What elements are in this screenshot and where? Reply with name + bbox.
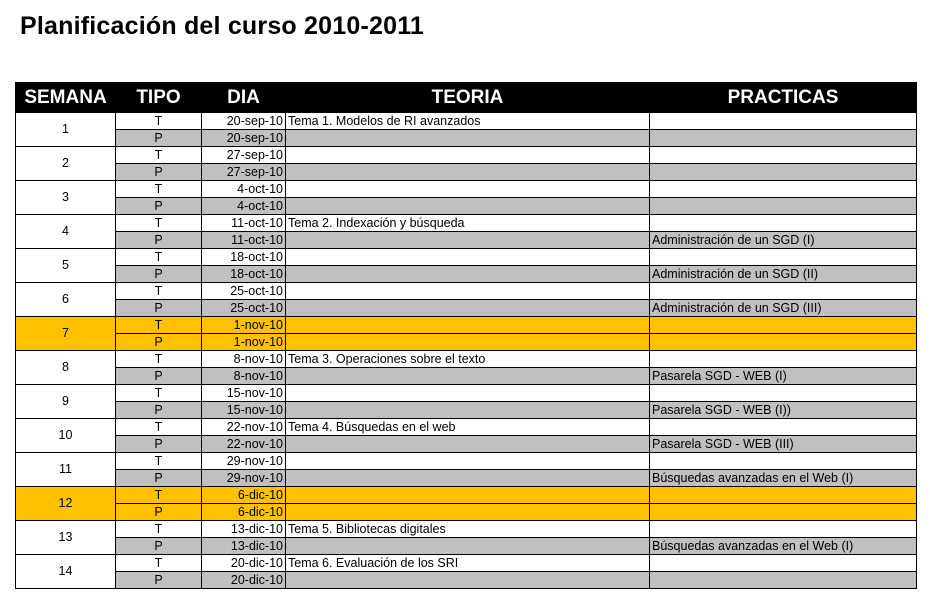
cell-teoria[interactable] — [286, 368, 650, 385]
schedule-table — [15, 82, 917, 589]
table-row — [16, 198, 917, 215]
cell-semana[interactable]: 4 — [16, 215, 116, 249]
cell-teoria[interactable] — [286, 249, 650, 266]
cell-practicas[interactable] — [650, 487, 917, 504]
cell-dia[interactable]: 27-sep-10 — [202, 147, 286, 164]
cell-semana[interactable]: 2 — [16, 147, 116, 181]
cell-tipo[interactable]: T — [116, 487, 202, 504]
cell-teoria[interactable]: Tema 2. Indexación y búsqueda — [286, 215, 650, 232]
table-row — [16, 249, 917, 266]
cell-tipo[interactable]: T — [116, 521, 202, 538]
cell-dia[interactable]: 4-oct-10 — [202, 198, 286, 215]
table-row — [16, 317, 917, 334]
cell-practicas[interactable]: Administración de un SGD (I) — [650, 232, 917, 249]
cell-semana[interactable]: 11 — [16, 453, 116, 487]
cell-teoria[interactable] — [286, 300, 650, 317]
cell-dia[interactable]: 15-nov-10 — [202, 402, 286, 419]
cell-teoria[interactable]: Tema 1. Modelos de RI avanzados — [286, 113, 650, 130]
cell-dia[interactable]: 20-dic-10 — [202, 572, 286, 589]
page-title: Planificación del curso 2010-2011 — [20, 12, 425, 40]
table-row — [16, 181, 917, 198]
table-row — [16, 164, 917, 181]
header-row — [16, 83, 917, 113]
cell-teoria[interactable] — [286, 572, 650, 589]
header-practicas[interactable]: PRACTICAS — [650, 83, 917, 113]
cell-tipo[interactable]: P — [116, 504, 202, 521]
cell-semana[interactable]: 13 — [16, 521, 116, 555]
header-teoria[interactable]: TEORIA — [286, 83, 650, 113]
table-row — [16, 300, 917, 317]
cell-practicas[interactable] — [650, 198, 917, 215]
cell-tipo[interactable]: P — [116, 402, 202, 419]
cell-practicas[interactable] — [650, 504, 917, 521]
cell-semana[interactable]: 1 — [16, 113, 116, 147]
cell-teoria[interactable] — [286, 436, 650, 453]
cell-tipo[interactable]: P — [116, 334, 202, 351]
cell-tipo[interactable]: T — [116, 317, 202, 334]
cell-tipo[interactable]: P — [116, 130, 202, 147]
cell-dia[interactable]: 13-dic-10 — [202, 521, 286, 538]
cell-teoria[interactable]: Tema 6. Evaluación de los SRI — [286, 555, 650, 572]
cell-practicas[interactable] — [650, 147, 917, 164]
table-row — [16, 521, 917, 538]
cell-teoria[interactable]: Tema 4. Búsquedas en el web — [286, 419, 650, 436]
table-row — [16, 147, 917, 164]
cell-dia[interactable]: 22-nov-10 — [202, 436, 286, 453]
cell-practicas[interactable]: Pasarela SGD - WEB (I) — [650, 368, 917, 385]
table-row — [16, 487, 917, 504]
cell-tipo[interactable]: T — [116, 113, 202, 130]
cell-tipo[interactable]: T — [116, 453, 202, 470]
table-row — [16, 436, 917, 453]
cell-practicas[interactable]: Pasarela SGD - WEB (I)) — [650, 402, 917, 419]
table-row — [16, 334, 917, 351]
cell-dia[interactable]: 25-oct-10 — [202, 300, 286, 317]
cell-teoria[interactable] — [286, 198, 650, 215]
cell-dia[interactable]: 25-oct-10 — [202, 283, 286, 300]
cell-tipo[interactable]: P — [116, 538, 202, 555]
cell-practicas[interactable] — [650, 521, 917, 538]
cell-teoria[interactable] — [286, 504, 650, 521]
table-row — [16, 402, 917, 419]
cell-tipo[interactable]: T — [116, 385, 202, 402]
cell-practicas[interactable] — [650, 453, 917, 470]
cell-semana[interactable]: 6 — [16, 283, 116, 317]
table-row — [16, 368, 917, 385]
cell-semana[interactable]: 8 — [16, 351, 116, 385]
cell-practicas[interactable]: Administración de un SGD (III) — [650, 300, 917, 317]
cell-teoria[interactable]: Tema 5. Bibliotecas digitales — [286, 521, 650, 538]
table-row — [16, 283, 917, 300]
header-dia[interactable]: DIA — [202, 83, 286, 113]
cell-practicas[interactable]: Búsquedas avanzadas en el Web (I) — [650, 470, 917, 487]
cell-dia[interactable]: 18-oct-10 — [202, 249, 286, 266]
header-semana[interactable]: SEMANA — [16, 83, 116, 113]
table-row — [16, 555, 917, 572]
cell-teoria[interactable] — [286, 130, 650, 147]
cell-practicas[interactable] — [650, 130, 917, 147]
table-row — [16, 113, 917, 130]
cell-tipo[interactable]: P — [116, 470, 202, 487]
table-row — [16, 351, 917, 368]
cell-practicas[interactable] — [650, 215, 917, 232]
cell-dia[interactable]: 8-nov-10 — [202, 351, 286, 368]
schedule-body — [16, 113, 917, 589]
cell-teoria[interactable] — [286, 283, 650, 300]
cell-dia[interactable]: 18-oct-10 — [202, 266, 286, 283]
table-row — [16, 130, 917, 147]
cell-tipo[interactable]: T — [116, 351, 202, 368]
cell-teoria[interactable] — [286, 385, 650, 402]
cell-teoria[interactable] — [286, 487, 650, 504]
cell-tipo[interactable]: T — [116, 181, 202, 198]
cell-dia[interactable]: 6-dic-10 — [202, 487, 286, 504]
table-row — [16, 470, 917, 487]
cell-practicas[interactable] — [650, 385, 917, 402]
cell-teoria[interactable] — [286, 147, 650, 164]
cell-practicas[interactable] — [650, 164, 917, 181]
cell-tipo[interactable]: T — [116, 147, 202, 164]
schedule-sheet — [15, 82, 916, 589]
table-row — [16, 453, 917, 470]
cell-teoria[interactable] — [286, 164, 650, 181]
cell-dia[interactable]: 8-nov-10 — [202, 368, 286, 385]
cell-teoria[interactable] — [286, 266, 650, 283]
cell-practicas[interactable] — [650, 181, 917, 198]
cell-tipo[interactable]: T — [116, 283, 202, 300]
cell-tipo[interactable]: P — [116, 368, 202, 385]
cell-tipo[interactable]: T — [116, 215, 202, 232]
table-row — [16, 419, 917, 436]
cell-tipo[interactable]: P — [116, 198, 202, 215]
cell-practicas[interactable]: Administración de un SGD (II) — [650, 266, 917, 283]
cell-semana[interactable]: 10 — [16, 419, 116, 453]
cell-dia[interactable]: 15-nov-10 — [202, 385, 286, 402]
header-tipo[interactable]: TIPO — [116, 83, 202, 113]
cell-dia[interactable]: 29-nov-10 — [202, 470, 286, 487]
table-row — [16, 572, 917, 589]
cell-dia[interactable]: 20-dic-10 — [202, 555, 286, 572]
cell-dia[interactable]: 20-sep-10 — [202, 113, 286, 130]
cell-tipo[interactable]: T — [116, 249, 202, 266]
cell-tipo[interactable]: P — [116, 300, 202, 317]
cell-teoria[interactable] — [286, 402, 650, 419]
cell-teoria[interactable] — [286, 470, 650, 487]
cell-practicas[interactable] — [650, 419, 917, 436]
cell-semana[interactable]: 5 — [16, 249, 116, 283]
cell-teoria[interactable] — [286, 317, 650, 334]
cell-tipo[interactable]: P — [116, 232, 202, 249]
table-row — [16, 232, 917, 249]
cell-tipo[interactable]: P — [116, 266, 202, 283]
table-row — [16, 385, 917, 402]
cell-teoria[interactable]: Tema 3. Operaciones sobre el texto — [286, 351, 650, 368]
cell-practicas[interactable]: Búsquedas avanzadas en el Web (I) — [650, 538, 917, 555]
cell-teoria[interactable] — [286, 181, 650, 198]
cell-practicas[interactable] — [650, 283, 917, 300]
cell-semana[interactable]: 7 — [16, 317, 116, 351]
cell-semana[interactable]: 12 — [16, 487, 116, 521]
cell-tipo[interactable]: T — [116, 419, 202, 436]
cell-tipo[interactable]: P — [116, 164, 202, 181]
cell-semana[interactable]: 3 — [16, 181, 116, 215]
cell-tipo[interactable]: P — [116, 436, 202, 453]
cell-teoria[interactable] — [286, 334, 650, 351]
cell-tipo[interactable]: T — [116, 555, 202, 572]
cell-dia[interactable]: 1-nov-10 — [202, 317, 286, 334]
table-row — [16, 504, 917, 521]
cell-teoria[interactable] — [286, 538, 650, 555]
cell-dia[interactable]: 22-nov-10 — [202, 419, 286, 436]
cell-practicas[interactable] — [650, 113, 917, 130]
cell-practicas[interactable] — [650, 249, 917, 266]
table-row — [16, 266, 917, 283]
cell-practicas[interactable] — [650, 572, 917, 589]
table-row — [16, 538, 917, 555]
cell-dia[interactable]: 13-dic-10 — [202, 538, 286, 555]
cell-practicas[interactable] — [650, 334, 917, 351]
cell-dia[interactable]: 20-sep-10 — [202, 130, 286, 147]
cell-dia[interactable]: 1-nov-10 — [202, 334, 286, 351]
cell-tipo[interactable]: P — [116, 572, 202, 589]
cell-practicas[interactable] — [650, 555, 917, 572]
cell-dia[interactable]: 27-sep-10 — [202, 164, 286, 181]
cell-practicas[interactable] — [650, 351, 917, 368]
cell-dia[interactable]: 11-oct-10 — [202, 232, 286, 249]
cell-practicas[interactable]: Pasarela SGD - WEB (III) — [650, 436, 917, 453]
cell-dia[interactable]: 6-dic-10 — [202, 504, 286, 521]
cell-semana[interactable]: 9 — [16, 385, 116, 419]
cell-dia[interactable]: 4-oct-10 — [202, 181, 286, 198]
cell-dia[interactable]: 29-nov-10 — [202, 453, 286, 470]
cell-teoria[interactable] — [286, 453, 650, 470]
cell-dia[interactable]: 11-oct-10 — [202, 215, 286, 232]
cell-teoria[interactable] — [286, 232, 650, 249]
cell-practicas[interactable] — [650, 317, 917, 334]
cell-semana[interactable]: 14 — [16, 555, 116, 589]
table-row — [16, 215, 917, 232]
